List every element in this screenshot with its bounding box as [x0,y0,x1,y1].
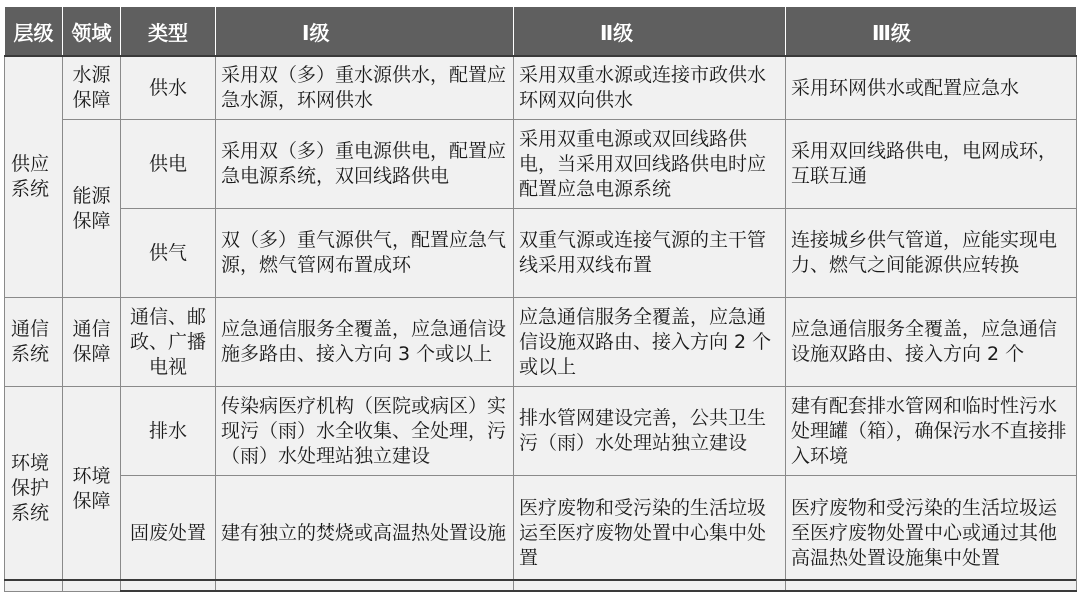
grade3-cell-solid: 医疗废物和受污染的生活垃圾运至医疗废物处置中心或通过其他高温热处置设施集中处置 [786,476,1077,592]
domain-cell-env: 环境保障 [63,387,121,592]
grade1-cell-water: 采用双（多）重水源供水，配置应急水源，环网供水 [216,56,514,120]
level-cell-env: 环境保护系统 [5,387,63,592]
bottom-rule [4,579,1076,581]
header-grade-3: Ⅲ级 [786,7,1077,57]
grade3-cell-drain: 建有配套排水管网和临时性污水处理罐（箱），确保污水不直接排入环境 [786,387,1077,476]
table-row [5,209,1077,298]
header-row [5,7,1077,57]
type-cell-gas: 供气 [121,209,216,298]
grade1-cell-solid: 建有独立的焚烧或高温热处置设施 [216,476,514,592]
header-type: 类型 [121,7,216,57]
header-grade-1: Ⅰ级 [216,7,514,57]
header-grade-2: Ⅱ级 [514,7,786,57]
type-cell-water: 供水 [121,56,216,120]
grade1-cell-comm: 应急通信服务全覆盖，应急通信设施多路由、接入方向 3 个或以上 [216,298,514,387]
grade2-cell-drain: 排水管网建设完善，公共卫生污（雨）水处理站独立建设 [514,387,786,476]
type-cell-power: 供电 [121,120,216,209]
grade3-cell-gas: 连接城乡供气管道，应能实现电力、燃气之间能源供应转换 [786,209,1077,298]
grade2-cell-gas: 双重气源或连接气源的主干管线采用双线布置 [514,209,786,298]
grade3-cell-comm: 应急通信服务全覆盖，应急通信设施双路由、接入方向 2 个 [786,298,1077,387]
level-cell-comm: 通信系统 [5,298,63,387]
table-row [5,476,1077,592]
grade1-cell-power: 采用双（多）重电源供电，配置应急电源系统，双回线路供电 [216,120,514,209]
header-domain: 领域 [63,7,121,57]
table-row [5,120,1077,209]
level-cell-supply: 供应系统 [5,56,63,298]
type-cell-solid: 固废处置 [121,476,216,592]
grade2-cell-water: 采用双重水源或连接市政供水环网双向供水 [514,56,786,120]
header-level: 层级 [5,7,63,57]
grade3-cell-water: 采用环网供水或配置应急水 [786,56,1077,120]
grade2-cell-power: 采用双重电源或双回线路供电，当采用双回线路供电时应配置应急电源系统 [514,120,786,209]
table-row [5,56,1077,120]
type-cell-comm: 通信、邮政、广播电视 [121,298,216,387]
grade1-cell-gas: 双（多）重气源供气，配置应急气源，燃气管网布置成环 [216,209,514,298]
grade2-cell-comm: 应急通信服务全覆盖，应急通信设施双路由、接入方向 2 个或以上 [514,298,786,387]
domain-cell-comm: 通信保障 [63,298,121,387]
resilience-grade-table [4,6,1077,592]
table-row [5,298,1077,387]
domain-cell-energy: 能源保障 [63,120,121,298]
grade3-cell-power: 采用双回线路供电，电网成环，互联互通 [786,120,1077,209]
grade2-cell-solid: 医疗废物和受污染的生活垃圾运至医疗废物处置中心集中处置 [514,476,786,592]
grade1-cell-drain: 传染病医疗机构（医院或病区）实现污（雨）水全收集、全处理，污（雨）水处理站独立建设 [216,387,514,476]
table-row [5,387,1077,476]
type-cell-drain: 排水 [121,387,216,476]
domain-cell-water: 水源保障 [63,56,121,120]
